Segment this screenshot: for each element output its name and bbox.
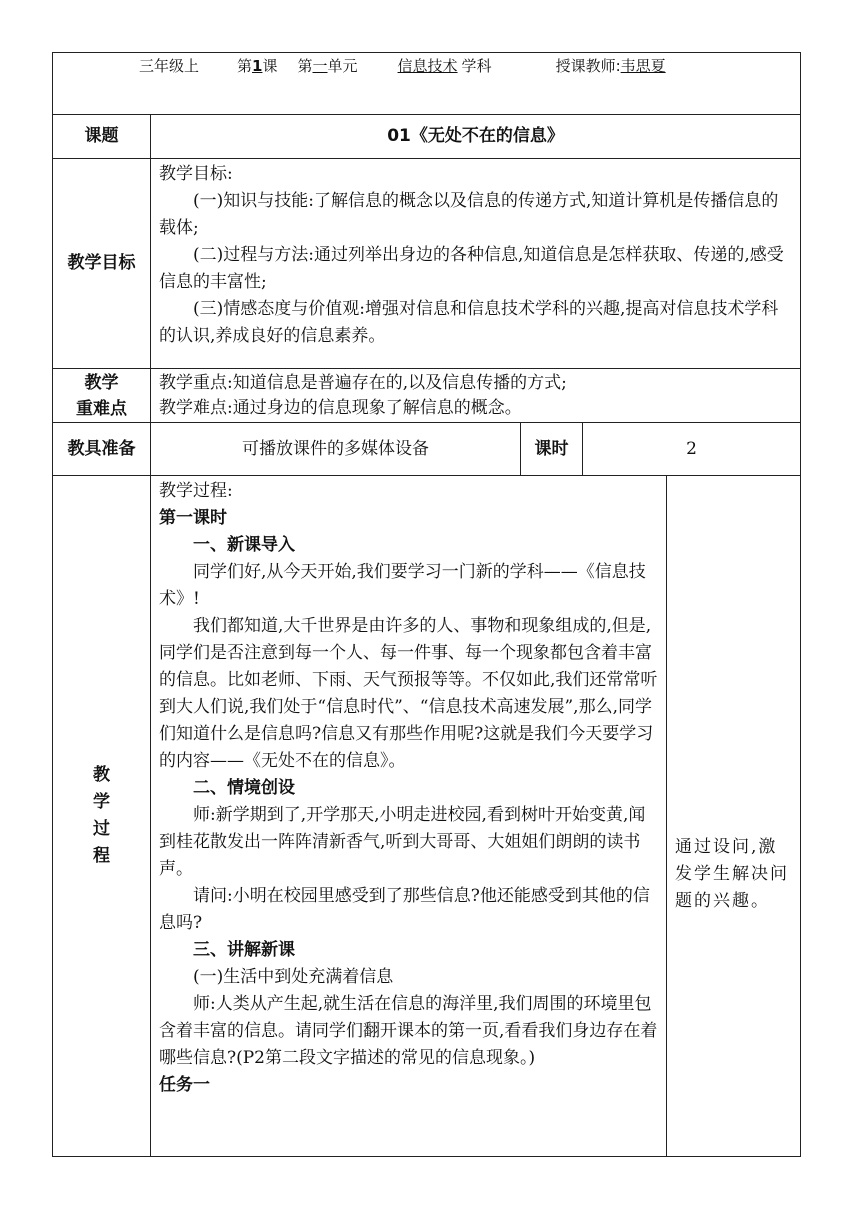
keypoints-label-line1: 教学 bbox=[84, 372, 119, 393]
grade-text: 三年级上 bbox=[139, 57, 200, 75]
hours-value: 2 bbox=[583, 423, 801, 476]
process-content bbox=[151, 476, 667, 1157]
objective-item-3: (三)情感态度与价值观:增强对信息和信息技术学科的兴趣,提高对信息技术学科的认识,养成良好的信息素养。 bbox=[159, 299, 779, 346]
section-2-paragraph-1: 师:新学期到了,开学那天,小明走进校园,看到树叶开始变黄,闻到桂花散发出一阵阵清新香气,听到大哥哥、大姐姐们朗朗的读书声。 bbox=[159, 805, 646, 879]
keypoints-label bbox=[53, 369, 151, 423]
keypoints-content bbox=[151, 369, 801, 423]
objectives-row bbox=[53, 159, 801, 369]
keypoints-label-line2: 重难点 bbox=[76, 398, 127, 419]
subject-suffix: 学科 bbox=[461, 57, 492, 75]
hours-label: 课时 bbox=[521, 423, 583, 476]
lesson-number: 1 bbox=[252, 57, 263, 75]
process-label bbox=[53, 476, 151, 1157]
process-label-char-2: 学 bbox=[93, 792, 110, 812]
process-row bbox=[53, 476, 801, 1157]
section-2-paragraph-2: 请问:小明在校园里感受到了那些信息?他还能感受到其他的信息吗? bbox=[159, 886, 650, 933]
topic-row bbox=[53, 115, 801, 159]
section-3-paragraph-1: 师:人类从产生起,就生活在信息的海洋里,我们周围的环境里包含着丰富的信息。请同学们翻开课本的第一页,看看我们身边存在着哪些信息?(P2第二段文字描述的常见的信息现象。) bbox=[159, 994, 658, 1068]
keypoints-row bbox=[53, 369, 801, 423]
section-1-paragraph-2: 我们都知道,大千世界是由许多的人、事物和现象组成的,但是,同学们是否注意到每一个人、每一件事、每一个现象都包含着丰富的信息。比如老师、下雨、天气预报等等。不仅如此,我们还常常听到大人们说,我们处于“信息时代”、“信息技术高速发展”,那么,同学们知道什么是信息吗?信息又有那些作用呢?这就是我们今天要学习的内容——《无处不在的信息》。 bbox=[159, 616, 658, 771]
task-one-heading: 任务一 bbox=[159, 1075, 210, 1095]
objectives-label: 教学目标 bbox=[53, 159, 151, 369]
process-label-char-3: 过 bbox=[93, 819, 110, 839]
teacher-name: 韦思夏 bbox=[620, 57, 666, 75]
unit-number: 一 bbox=[312, 57, 328, 75]
equipment-value: 可播放课件的多媒体设备 bbox=[151, 423, 521, 476]
unit-prefix: 第 bbox=[297, 57, 313, 75]
design-note: 通过设问,激发学生解决问题的兴趣。 bbox=[667, 476, 801, 1157]
subject-name: 信息技术 bbox=[397, 57, 458, 75]
section-1-paragraph-1: 同学们好,从今天开始,我们要学习一门新的学科——《信息技术》! bbox=[159, 562, 646, 609]
topic-label: 课题 bbox=[53, 115, 151, 159]
section-1-title: 一、新课导入 bbox=[193, 535, 295, 555]
equipment-row bbox=[53, 423, 801, 476]
section-3-subtitle: (一)生活中到处充满着信息 bbox=[193, 967, 394, 987]
process-label-char-1: 教 bbox=[93, 765, 110, 785]
topic-title: 01《无处不在的信息》 bbox=[151, 115, 801, 159]
section-3-title: 三、讲解新课 bbox=[193, 940, 295, 960]
header-row bbox=[53, 53, 801, 115]
header-line bbox=[53, 53, 800, 80]
unit-suffix: 单元 bbox=[327, 57, 358, 75]
lesson-plan-table bbox=[52, 52, 801, 1157]
process-label-char-4: 程 bbox=[93, 846, 110, 866]
section-2-title: 二、情境创设 bbox=[193, 778, 295, 798]
lesson-prefix: 第 bbox=[237, 57, 253, 75]
lesson-one-heading: 第一课时 bbox=[159, 508, 227, 528]
teacher-label: 授课教师: bbox=[555, 57, 621, 75]
objectives-intro: 教学目标: bbox=[159, 164, 233, 184]
objective-item-2: (二)过程与方法:通过列举出身边的各种信息,知道信息是怎样获取、传递的,感受信息的丰富性; bbox=[159, 245, 784, 292]
header-cell bbox=[53, 53, 801, 115]
process-intro: 教学过程: bbox=[159, 481, 233, 501]
lesson-suffix: 课 bbox=[262, 57, 278, 75]
equipment-label: 教具准备 bbox=[53, 423, 151, 476]
objective-item-1: (一)知识与技能:了解信息的概念以及信息的传递方式,知道计算机是传播信息的载体; bbox=[159, 191, 779, 238]
teaching-difficulty: 教学难点:通过身边的信息现象了解信息的概念。 bbox=[159, 398, 522, 418]
objectives-content bbox=[151, 159, 801, 369]
teaching-focus: 教学重点:知道信息是普遍存在的,以及信息传播的方式; bbox=[159, 373, 567, 393]
